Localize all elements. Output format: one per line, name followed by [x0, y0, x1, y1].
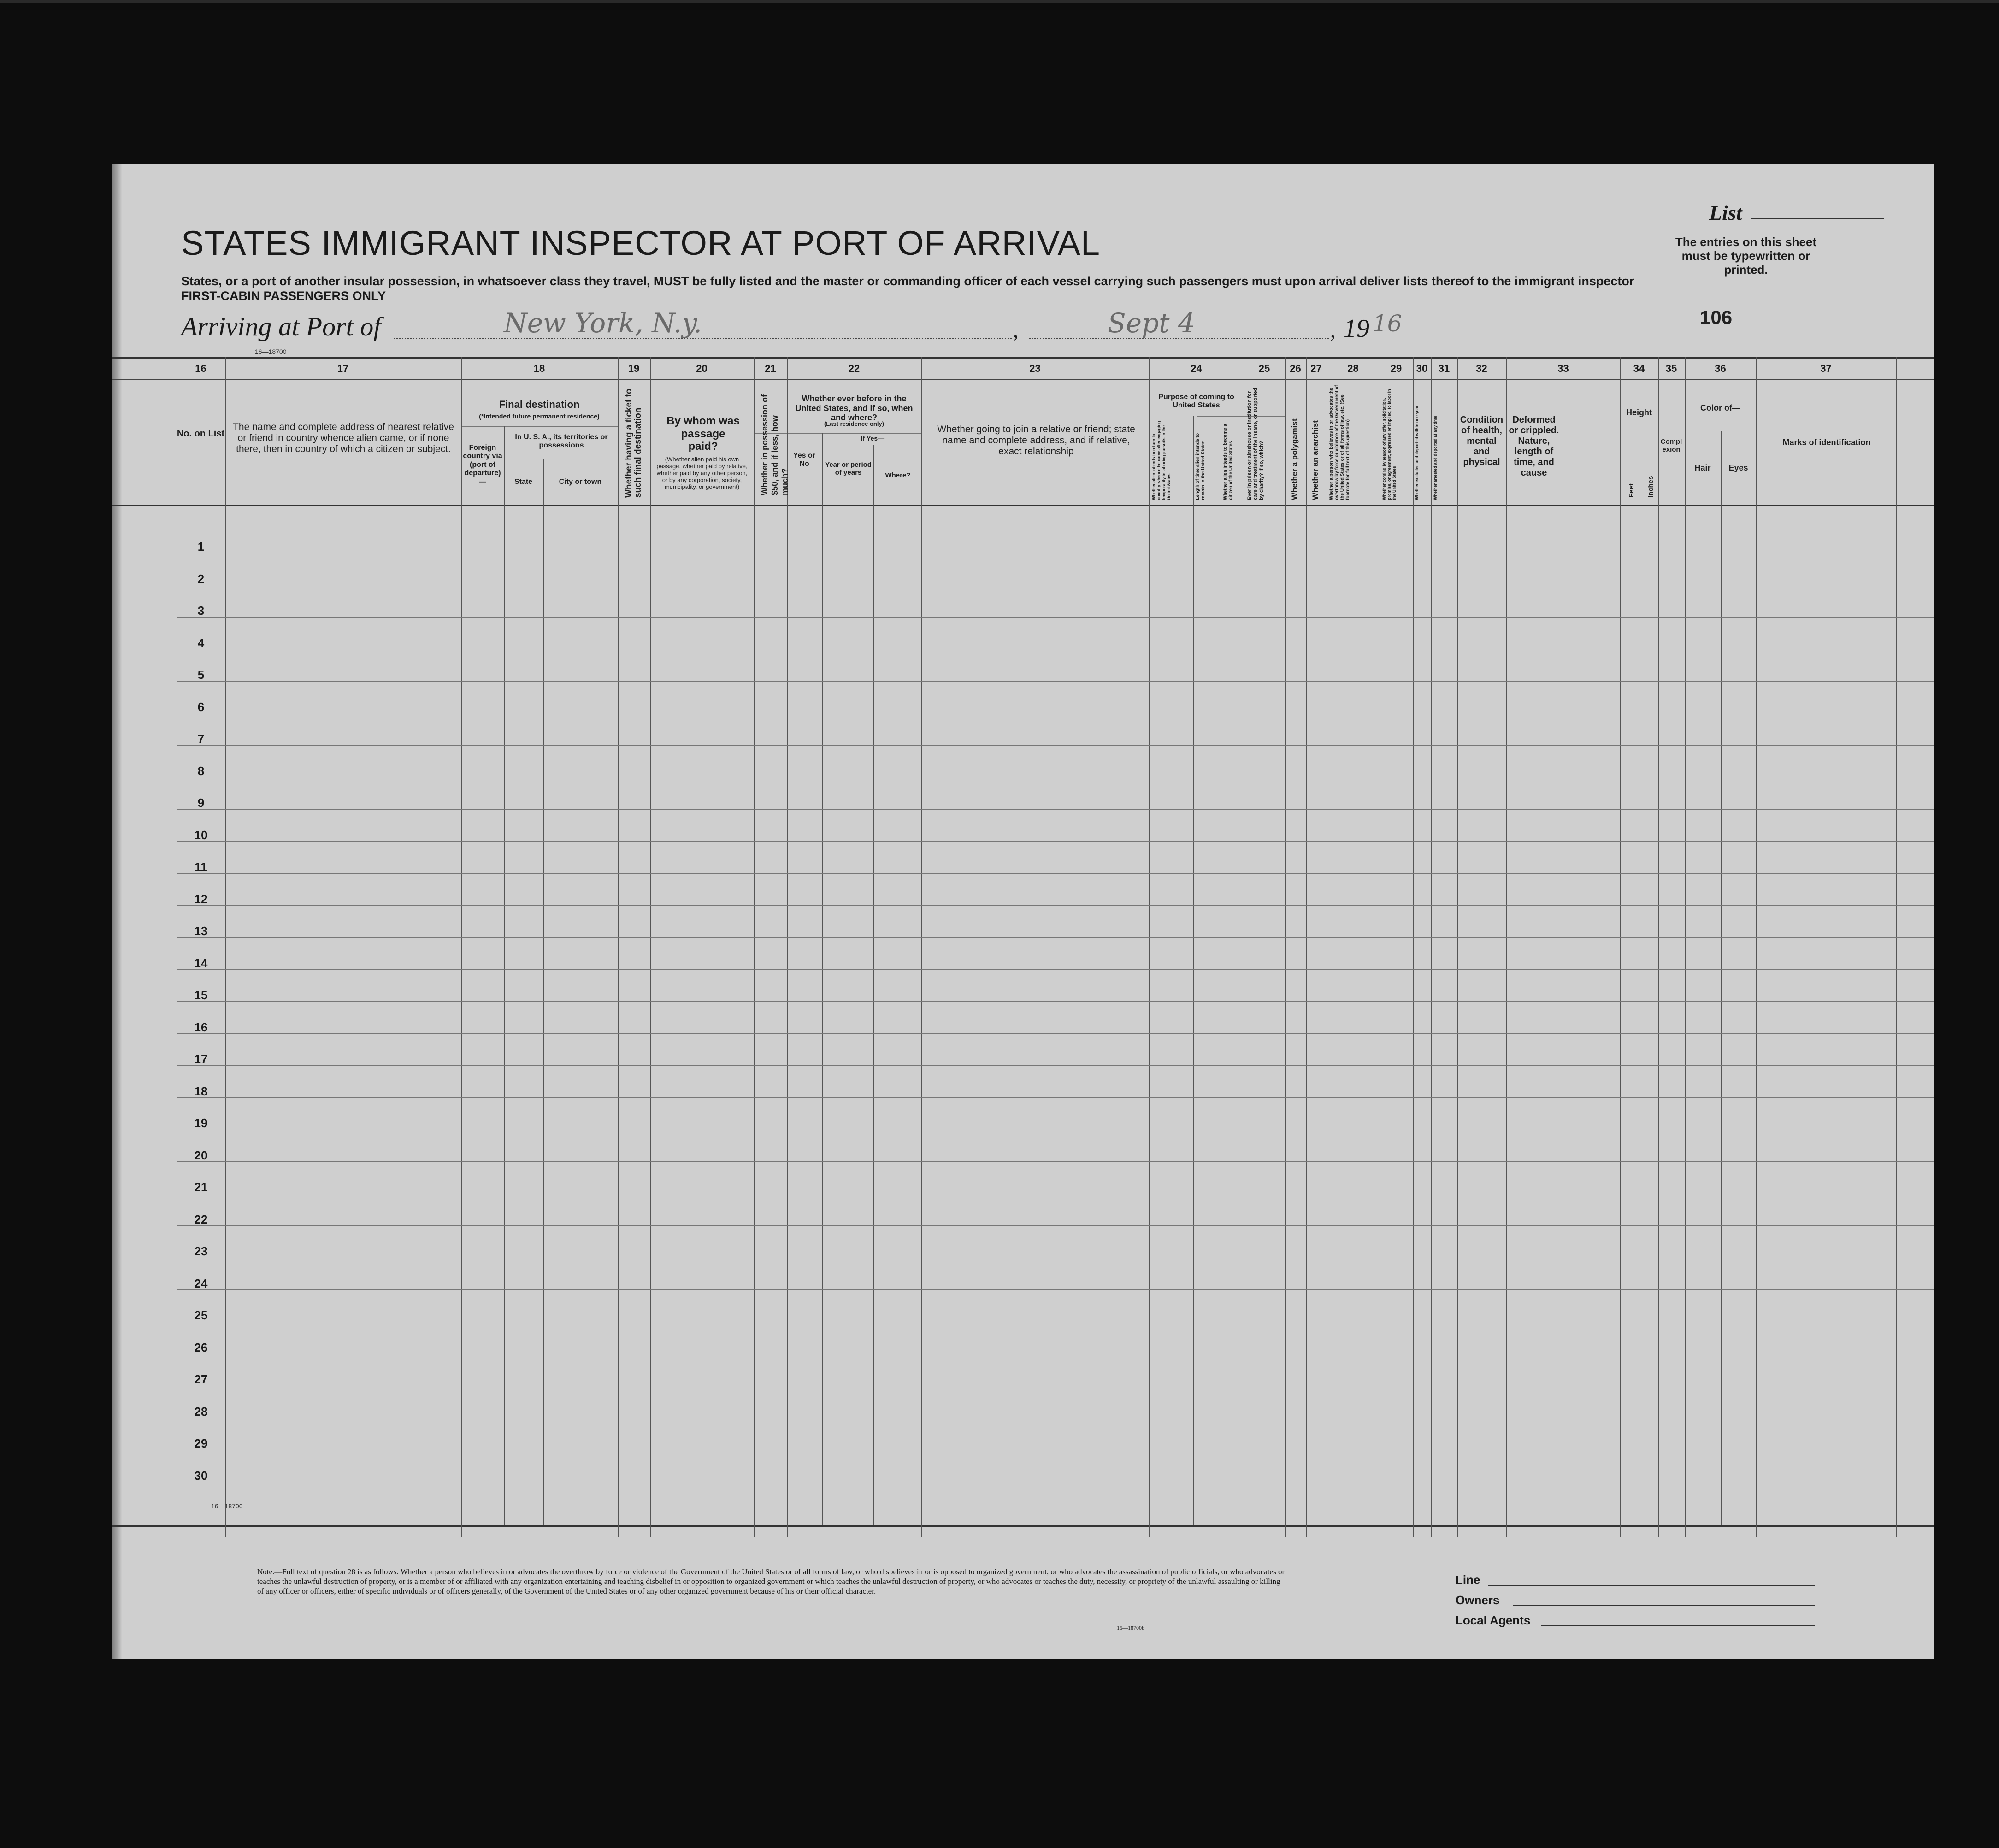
line-label: Line — [1456, 1573, 1480, 1587]
date-handwritten: Sept 4 — [1108, 307, 1195, 339]
arriving-label: Arriving at Port of — [181, 312, 381, 341]
header-nearest-relative: The name and complete address of nearest relative or friend in country whence alien came, or if none there, then in country of which a citizen or subject. — [233, 422, 454, 455]
column-number: 26 — [1290, 363, 1301, 374]
row-rule — [177, 969, 1934, 970]
header-ticket: Whether having a ticket to such final destination — [624, 388, 643, 498]
column-rule — [1721, 431, 1722, 1525]
column-rule — [1457, 357, 1458, 1537]
header-passage-paid-note: (Whether alien paid his own passage, whether paid by relative, whether paid by any other person, or by any corporation, society, municipality, or government) — [656, 456, 748, 490]
column-number: 21 — [765, 363, 776, 374]
line-field — [1488, 1585, 1815, 1586]
header-feet: Feet — [1628, 483, 1635, 498]
header-marks-identification: Marks of identification — [1782, 438, 1871, 447]
row-number: 7 — [197, 732, 205, 746]
column-rule — [504, 426, 505, 1525]
row-number: 22 — [194, 1212, 208, 1226]
sheet-number: 106 — [1700, 306, 1733, 328]
column-rule — [1413, 357, 1414, 1537]
header-prison: Ever in prison or almshouse or institution for care and treatment of the insane, or supported by charity? If so, which? — [1247, 388, 1264, 500]
column-number: 16 — [195, 363, 206, 374]
owners-label: Owners — [1456, 1593, 1500, 1607]
row-rule — [177, 809, 1934, 810]
header-hair: Hair — [1694, 463, 1711, 472]
column-rule — [618, 357, 619, 1537]
header-foreign-country: Foreign country via (port of departure)— — [463, 444, 502, 486]
row-rule — [177, 1161, 1934, 1162]
row-number: 1 — [197, 540, 205, 553]
row-number: 15 — [194, 988, 208, 1002]
year-prefix: 19 — [1344, 314, 1369, 343]
header-polygamist: Whether a polygamist — [1290, 418, 1299, 500]
row-number: 23 — [194, 1244, 208, 1258]
header-purpose-return: Whether alien intends to return to country whence he came after engaging temporarily in laboring pursuits in the United States — [1151, 421, 1171, 500]
page-subtitle: States, or a port of another insular possession, in whatsoever class they travel, MUST be fully listed and the master or commanding officer of each vessel carrying such passengers must upon arrival deliver lists thereof to the immigrant inspector — [181, 274, 1634, 288]
column-rule — [1620, 357, 1621, 1537]
row-number: 14 — [194, 956, 208, 970]
list-number-line — [1751, 218, 1884, 219]
column-rule — [1685, 357, 1686, 1537]
column-number: 35 — [1665, 363, 1677, 374]
header-in-usa: In U. S. A., its territories or possessions — [515, 433, 608, 450]
header-anarchist: Whether an anarchist — [1311, 420, 1320, 500]
header-passage-paid: By whom was passage paid? — [666, 415, 740, 453]
row-number: 19 — [194, 1116, 208, 1130]
row-rule — [177, 617, 1934, 618]
comma: , — [1013, 318, 1019, 342]
row-rule — [177, 1033, 1934, 1034]
header-bottom-rule — [112, 505, 1934, 506]
row-number: 30 — [194, 1468, 208, 1483]
column-number: 18 — [533, 363, 545, 374]
row-number: 25 — [194, 1308, 208, 1322]
column-number: 22 — [848, 363, 860, 374]
form-code-bottom: 16—18700 — [211, 1502, 243, 1510]
column-rule — [822, 433, 823, 1525]
header-deformed: Deformed or crippled. Nature, length of time, and cause — [1509, 415, 1559, 478]
footnote-question-28: Note.—Full text of question 28 is as follows: Whether a person who believes in or advocates the overthrow by force or violence of the Government of the United States or of all forms of law, or who disbelieves in or is opposed to organized government, or who advocates the assassination of public officials, or who advocates or teaches the unlawful destruction of property, or is a member of or affiliated with any organization entertaining and teaching disbelief in or opposition to organized government or which teaches the unlawful destruction of property, or who advocates or teaches the duty, necessity, or propriety of the unlawful assaulting or killing of any officer or officers, either of specific individuals or of officers generally, of the Government of the United States or of any other organized government because of his or their official character. — [257, 1567, 1285, 1595]
port-line — [394, 338, 1012, 339]
row-rule — [177, 873, 1934, 874]
passenger-class-label: FIRST-CABIN PASSENGERS ONLY — [181, 289, 386, 303]
column-rule — [1306, 357, 1307, 1537]
column-number: 29 — [1390, 363, 1402, 374]
torn-left-edge — [112, 164, 122, 1659]
column-rule — [1896, 357, 1897, 1537]
header-where: Where? — [885, 471, 911, 479]
column-number: 30 — [1416, 363, 1428, 374]
row-number: 29 — [194, 1436, 208, 1450]
table-bottom-rule — [112, 1525, 1934, 1527]
column-number: 23 — [1029, 363, 1041, 374]
row-number: 11 — [195, 860, 207, 874]
row-number: 24 — [194, 1276, 208, 1290]
column-rule — [543, 459, 544, 1525]
row-number: 26 — [194, 1340, 208, 1354]
column-rule — [1431, 357, 1432, 1537]
column-rule — [1658, 357, 1659, 1537]
header-state: State — [514, 478, 533, 486]
row-number: 13 — [194, 924, 208, 938]
column-number: 24 — [1191, 363, 1202, 374]
row-number: 12 — [194, 892, 208, 906]
form-code: 16—18700 — [255, 348, 287, 355]
column-rule — [650, 357, 651, 1537]
manifest-sheet — [112, 164, 1934, 1659]
local-agents-label: Local Agents — [1456, 1613, 1531, 1627]
column-number: 25 — [1258, 363, 1270, 374]
row-number: 20 — [194, 1148, 208, 1162]
header-inches: Inches — [1647, 476, 1655, 498]
row-rule — [177, 841, 1934, 842]
header-if-yes: If Yes— — [861, 435, 885, 442]
row-number: 9 — [197, 796, 205, 810]
column-rule — [1756, 357, 1757, 1537]
header-complexion: Complexion — [1660, 438, 1682, 454]
film-edge-top — [0, 0, 1999, 3]
header-final-destination: Final destination — [499, 399, 580, 410]
column-number: 19 — [628, 363, 640, 374]
table-top-rule — [112, 357, 1934, 359]
row-number: 28 — [194, 1404, 208, 1418]
row-rule — [177, 681, 1934, 682]
row-number: 8 — [197, 764, 205, 778]
header-health: Condition of health, mental and physical — [1460, 415, 1504, 467]
header-color-of: Color of— — [1700, 403, 1740, 412]
typewritten-note: The entries on this sheet must be typewritten or printed. — [1675, 235, 1817, 277]
column-rule — [1285, 357, 1286, 1537]
column-number: 36 — [1715, 363, 1726, 374]
header-purpose-length: Length of time alien intends to remain in the United States — [1195, 433, 1206, 500]
header-yes-or-no: Yes or No — [793, 452, 816, 468]
column-rule — [754, 357, 755, 1537]
column-number: 20 — [696, 363, 708, 374]
column-number: 37 — [1820, 363, 1832, 374]
header-excluded: Whether excluded and deported within one year — [1415, 405, 1419, 500]
header-city: City or town — [559, 478, 602, 486]
row-number: 5 — [197, 668, 205, 682]
row-rule — [177, 1225, 1934, 1226]
page-title: STATES IMMIGRANT INSPECTOR AT PORT OF ARRIVAL — [181, 224, 1101, 262]
column-rule — [1193, 416, 1194, 1525]
row-number: 4 — [197, 636, 205, 650]
column-rule — [1149, 357, 1150, 1537]
list-label: List — [1709, 201, 1742, 224]
row-rule — [177, 905, 1934, 906]
column-rule — [1506, 357, 1507, 1537]
row-number: 17 — [194, 1052, 208, 1066]
header-height: Height — [1626, 408, 1652, 417]
row-number: 16 — [194, 1020, 208, 1034]
header-year-period: Year or period of years — [825, 461, 872, 477]
owners-field — [1513, 1605, 1815, 1606]
row-rule — [177, 937, 1934, 938]
footnote-code: 16—18700b — [1117, 1624, 1144, 1631]
column-rule — [873, 445, 874, 1525]
header-deported: Whether arrested and deported at any time — [1433, 415, 1438, 500]
row-rule — [177, 1065, 1934, 1066]
header-final-destination-note: (*Intended future permanent residence) — [479, 412, 600, 420]
row-number: 21 — [194, 1180, 208, 1194]
row-rule — [177, 1001, 1934, 1002]
year-handwritten: 16 — [1373, 310, 1402, 337]
row-number: 2 — [197, 571, 205, 586]
column-number: 17 — [337, 363, 349, 374]
column-rule — [461, 357, 462, 1537]
header-purpose: Purpose of coming to United States — [1158, 393, 1234, 410]
row-rule — [177, 745, 1934, 746]
row-number: 3 — [197, 604, 205, 618]
header-join-relative: Whether going to join a relative or friend; state name and complete address, and if relative, exact relationship — [937, 424, 1135, 457]
header-last-residence: (Last residence only) — [824, 420, 885, 427]
rule — [461, 426, 618, 427]
row-rule — [177, 1289, 1934, 1290]
header-fifty-dollars: Whether in possession of $50, and if less, how much? — [760, 394, 790, 495]
row-rule — [177, 1097, 1934, 1098]
row-number: 10 — [194, 828, 208, 842]
port-handwritten: New York, N.y. — [504, 307, 702, 339]
row-number: 27 — [194, 1372, 208, 1386]
row-number: 18 — [194, 1084, 208, 1098]
column-number: 34 — [1633, 363, 1645, 374]
column-rule — [787, 357, 788, 1537]
header-eyes: Eyes — [1728, 463, 1748, 472]
rule — [1197, 416, 1285, 417]
column-rule — [921, 357, 922, 1537]
column-rule — [225, 357, 226, 1537]
header-purpose-citizen: Whether alien intends to become a citizen of the United States — [1223, 424, 1233, 500]
header-ever-before: Whether ever before in the United States, and if so, when and where? — [795, 394, 913, 423]
header-no-on-list: No. on List — [177, 429, 225, 439]
local-agents-field — [1541, 1625, 1815, 1626]
column-number: 33 — [1557, 363, 1569, 374]
column-number: 31 — [1438, 363, 1450, 374]
column-number-rule — [112, 379, 1934, 380]
comma: , — [1330, 318, 1336, 342]
header-labor-offer: Whether coming by reason of any offer, solicitation, promise, or agreement, expressed or implied, to labor in the United States — [1382, 389, 1397, 500]
column-number: 28 — [1347, 363, 1359, 374]
row-number: 6 — [197, 700, 205, 714]
header-overthrow: Whether a person who believes in or advocates the overthrow by force or violence of the Government of the United States or of all forms of law, etc. (See footnote for full text of this question) — [1329, 385, 1350, 500]
column-number: 27 — [1310, 363, 1322, 374]
column-number: 32 — [1476, 363, 1487, 374]
